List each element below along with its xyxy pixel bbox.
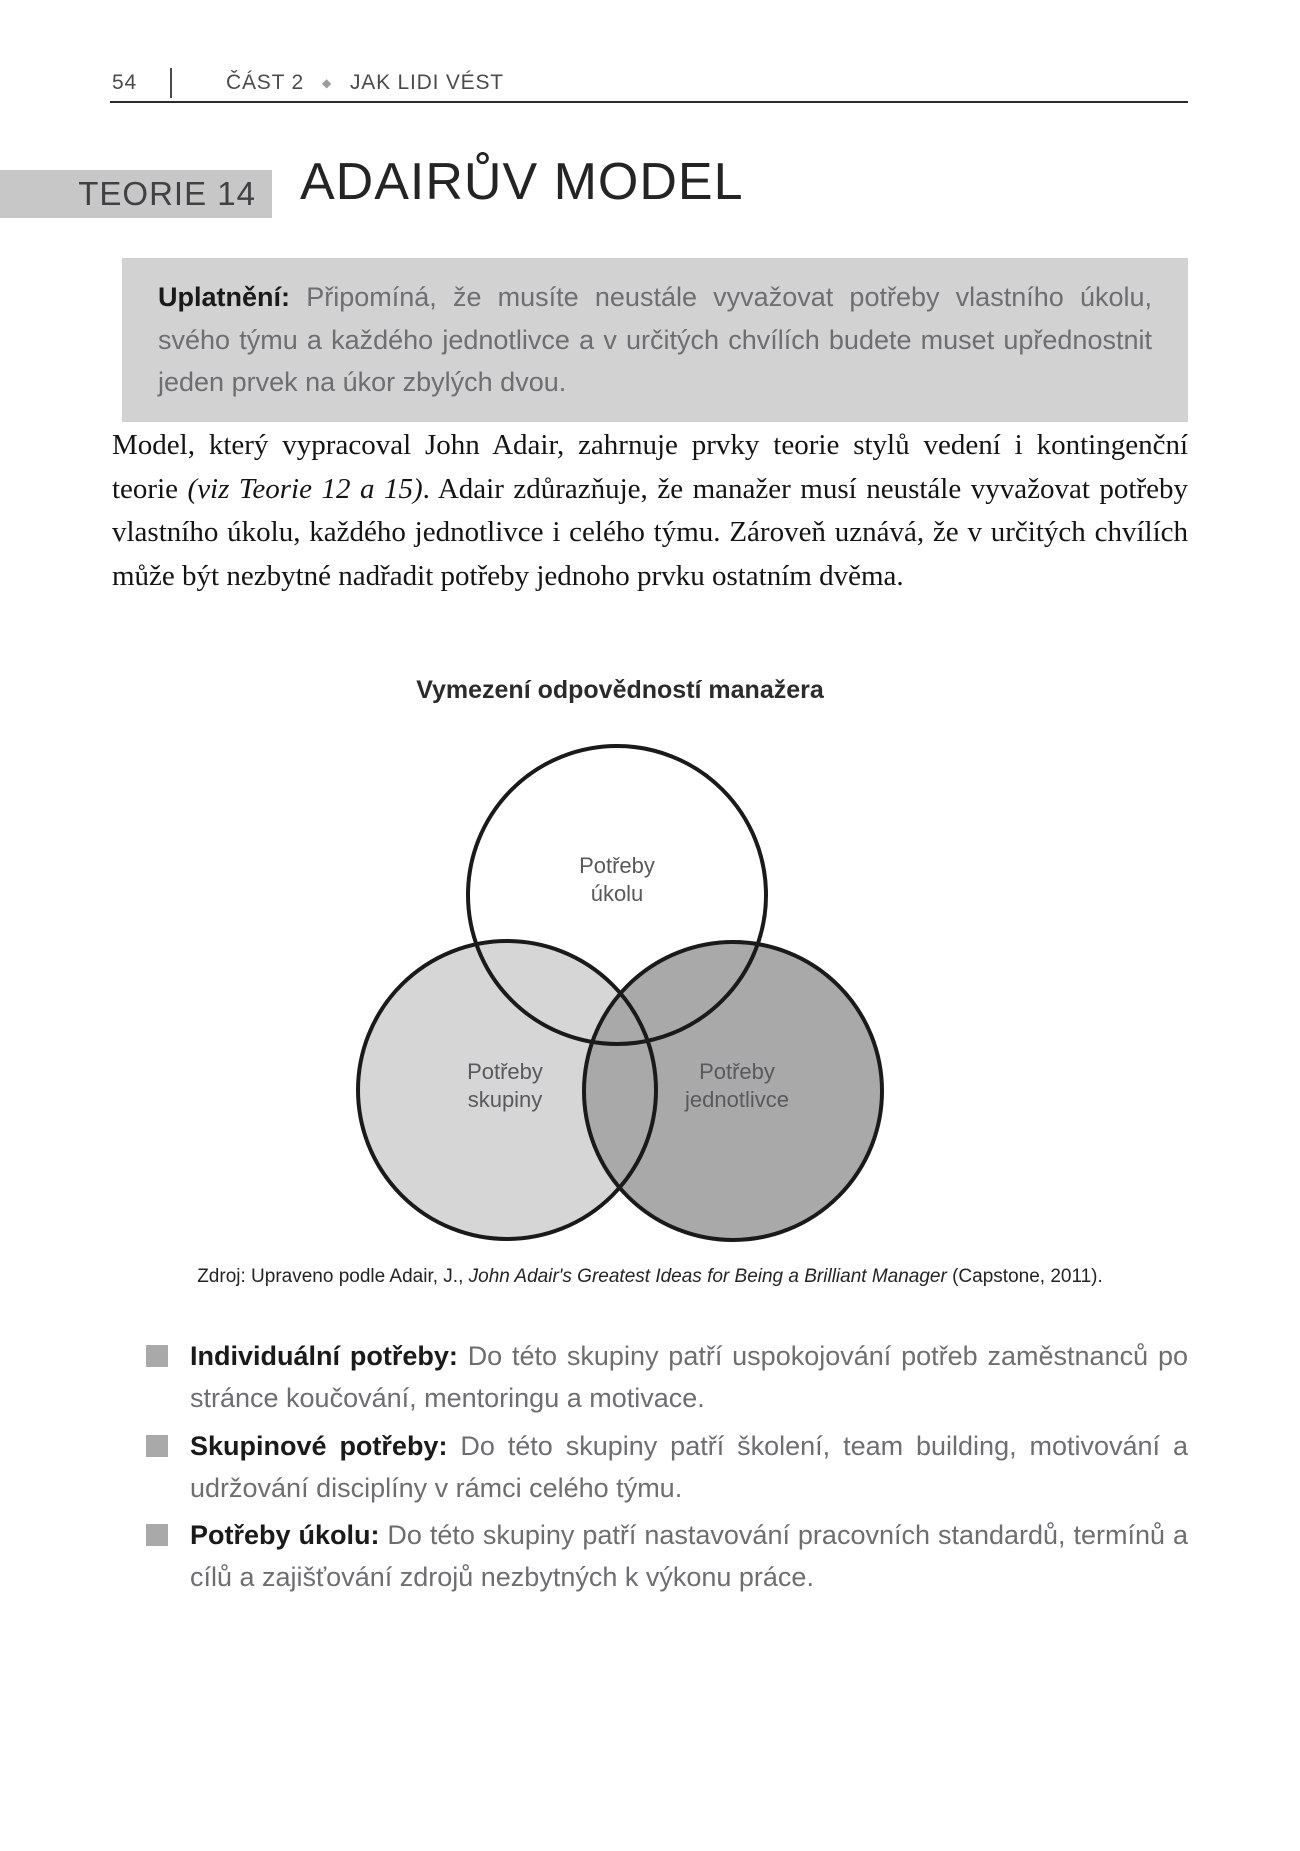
- task-circle-label: [517, 852, 717, 908]
- application-lead: Uplatnění:: [158, 282, 307, 312]
- header-rule: [110, 101, 1188, 103]
- list-item-body: Do této skupiny patří nastavování pracovních standardů, termínů a cílů a zajišťování zdrojů nezbytných k výkonu práce.: [190, 1520, 1188, 1593]
- body-text-italic: (viz Teorie 12 a 15): [187, 472, 423, 505]
- square-bullet-icon: [146, 1435, 168, 1457]
- theory-number-label: TEORIE 14: [78, 175, 256, 212]
- needs-list: [146, 1336, 1188, 1605]
- list-item-body: Do této skupiny patří školení, team building, motivování a udržování disciplíny v rámci celého týmu.: [190, 1430, 1188, 1503]
- list-item-body: Do této skupiny patří uspokojování potřeb zaměstnanců po stránce koučování, mentoringu a motivace.: [190, 1341, 1188, 1413]
- individual-label-line2: jednotlivce: [685, 1087, 789, 1112]
- group-label-line2: skupiny: [467, 1087, 543, 1112]
- diamond-separator-icon: ◆: [321, 76, 332, 90]
- body-text-part2: . Adair zdůrazňuje, že manažer musí neustále vyvažovat potřeby vlastního úkolu, každého jednotlivce i celého týmu. Zároveň uznává, že v určitých chvílích může být nezbytné nadřadit potřeby jednoho prvku ostatním dvěma.: [112, 472, 1188, 592]
- task-label-line1: Potřeby: [579, 853, 655, 878]
- group-label-line1: Potřeby: [467, 1059, 543, 1084]
- section-label: ČÁST 2: [226, 71, 304, 94]
- list-item: [146, 1336, 1188, 1420]
- list-item: [146, 1515, 1188, 1599]
- square-bullet-icon: [146, 1345, 168, 1367]
- page-title: ADAIRŮV MODEL: [300, 153, 744, 211]
- page-number: 54: [112, 71, 137, 94]
- list-item-text: [190, 1336, 1188, 1420]
- body-text-part1: Model, který vypracoval John Adair, zahrnuje prvky teorie stylů vedení i kontingenční teorie: [112, 429, 1188, 505]
- list-item-text: [190, 1426, 1188, 1510]
- list-item: [146, 1426, 1188, 1510]
- square-bullet-icon: [146, 1524, 168, 1546]
- list-item-text: [190, 1515, 1188, 1599]
- header-divider: [170, 68, 172, 98]
- diagram-title: Vymezení odpovědností manažera: [416, 676, 824, 704]
- individual-circle-label: [627, 1058, 847, 1114]
- list-item-lead: Individuální potřeby:: [190, 1341, 468, 1371]
- list-item-lead: Potřeby úkolu:: [190, 1520, 388, 1551]
- source-book-title: John Adair's Greatest Ideas for Being a Brilliant Manager: [468, 1266, 947, 1287]
- chapter-label: JAK LIDI VÉST: [349, 71, 504, 94]
- application-box: [122, 258, 1188, 422]
- individual-label-line1: Potřeby: [699, 1059, 775, 1084]
- diagram-source: [112, 1266, 1188, 1288]
- source-suffix: (Capstone, 2011).: [946, 1266, 1103, 1287]
- page-header: [112, 68, 504, 98]
- list-item-lead: Skupinové potřeby:: [190, 1430, 461, 1461]
- body-paragraph: [112, 424, 1188, 598]
- task-label-line2: úkolu: [590, 881, 644, 906]
- application-text: Připomíná, že musíte neustále vyvažovat potřeby vlastního úkolu, svého týmu a každého jednotlivce a v určitých chvílích budete muset upřednostnit jeden prvek na úkor zbylých dvou.: [158, 282, 1152, 398]
- venn-diagram: [0, 718, 1300, 1278]
- group-circle-label: [405, 1058, 605, 1114]
- source-prefix: Zdroj: Upraveno podle Adair, J.,: [197, 1266, 469, 1287]
- theory-number-bar: [0, 170, 272, 218]
